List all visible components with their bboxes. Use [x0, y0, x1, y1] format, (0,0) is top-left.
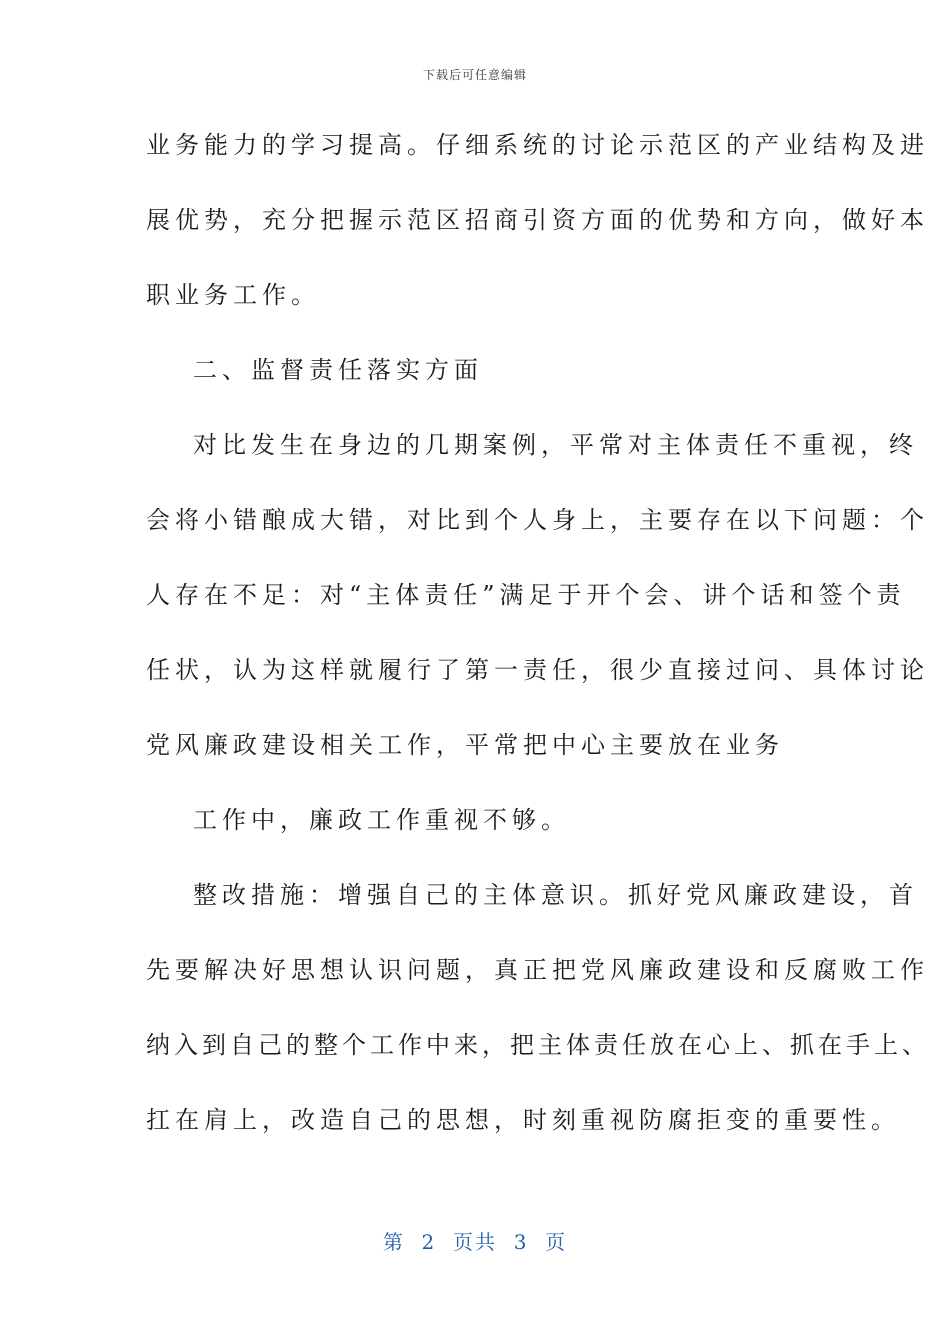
paragraph-line: 整改措施：增强自己的主体意识。抓好党风廉政建设，首: [193, 881, 918, 909]
paragraph-line: 工作中，廉政工作重视不够。: [193, 806, 570, 834]
paragraph-line: 先要解决好思想认识问题，真正把党风廉政建设和反腐败工作: [146, 956, 929, 984]
paragraph-line: 会将小错酿成大错，对比到个人身上，主要存在以下问题：个: [146, 506, 929, 534]
paragraph-line: 党风廉政建设相关工作，平常把中心主要放在业务: [146, 731, 784, 759]
paragraph-line: 任状，认为这样就履行了第一责任，很少直接过问、具体讨论: [146, 656, 929, 684]
paragraph-line: 展优势，充分把握示范区招商引资方面的优势和方向，做好本: [146, 206, 929, 234]
paragraph-line: 扛在肩上，改造自己的思想，时刻重视防腐拒变的重要性。: [146, 1106, 900, 1134]
paragraph-line: 纳入到自己的整个工作中来，把主体责任放在心上、抓在手上、: [146, 1031, 930, 1059]
paragraph-line: 对比发生在身边的几期案例，平常对主体责任不重视，终: [193, 431, 918, 459]
header-note: 下载后可任意编辑: [422, 68, 527, 82]
paragraph-line: 职业务工作。: [146, 281, 320, 309]
page-number-footer: 第 2 页共 3 页: [382, 1230, 568, 1254]
paragraph-line: 业务能力的学习提高。仔细系统的讨论示范区的产业结构及进: [146, 131, 929, 159]
section-heading: 二、监督责任落实方面: [193, 356, 483, 384]
paragraph-line: 人存在不足：对“主体责任”满足于开个会、讲个话和签个责: [146, 581, 906, 609]
